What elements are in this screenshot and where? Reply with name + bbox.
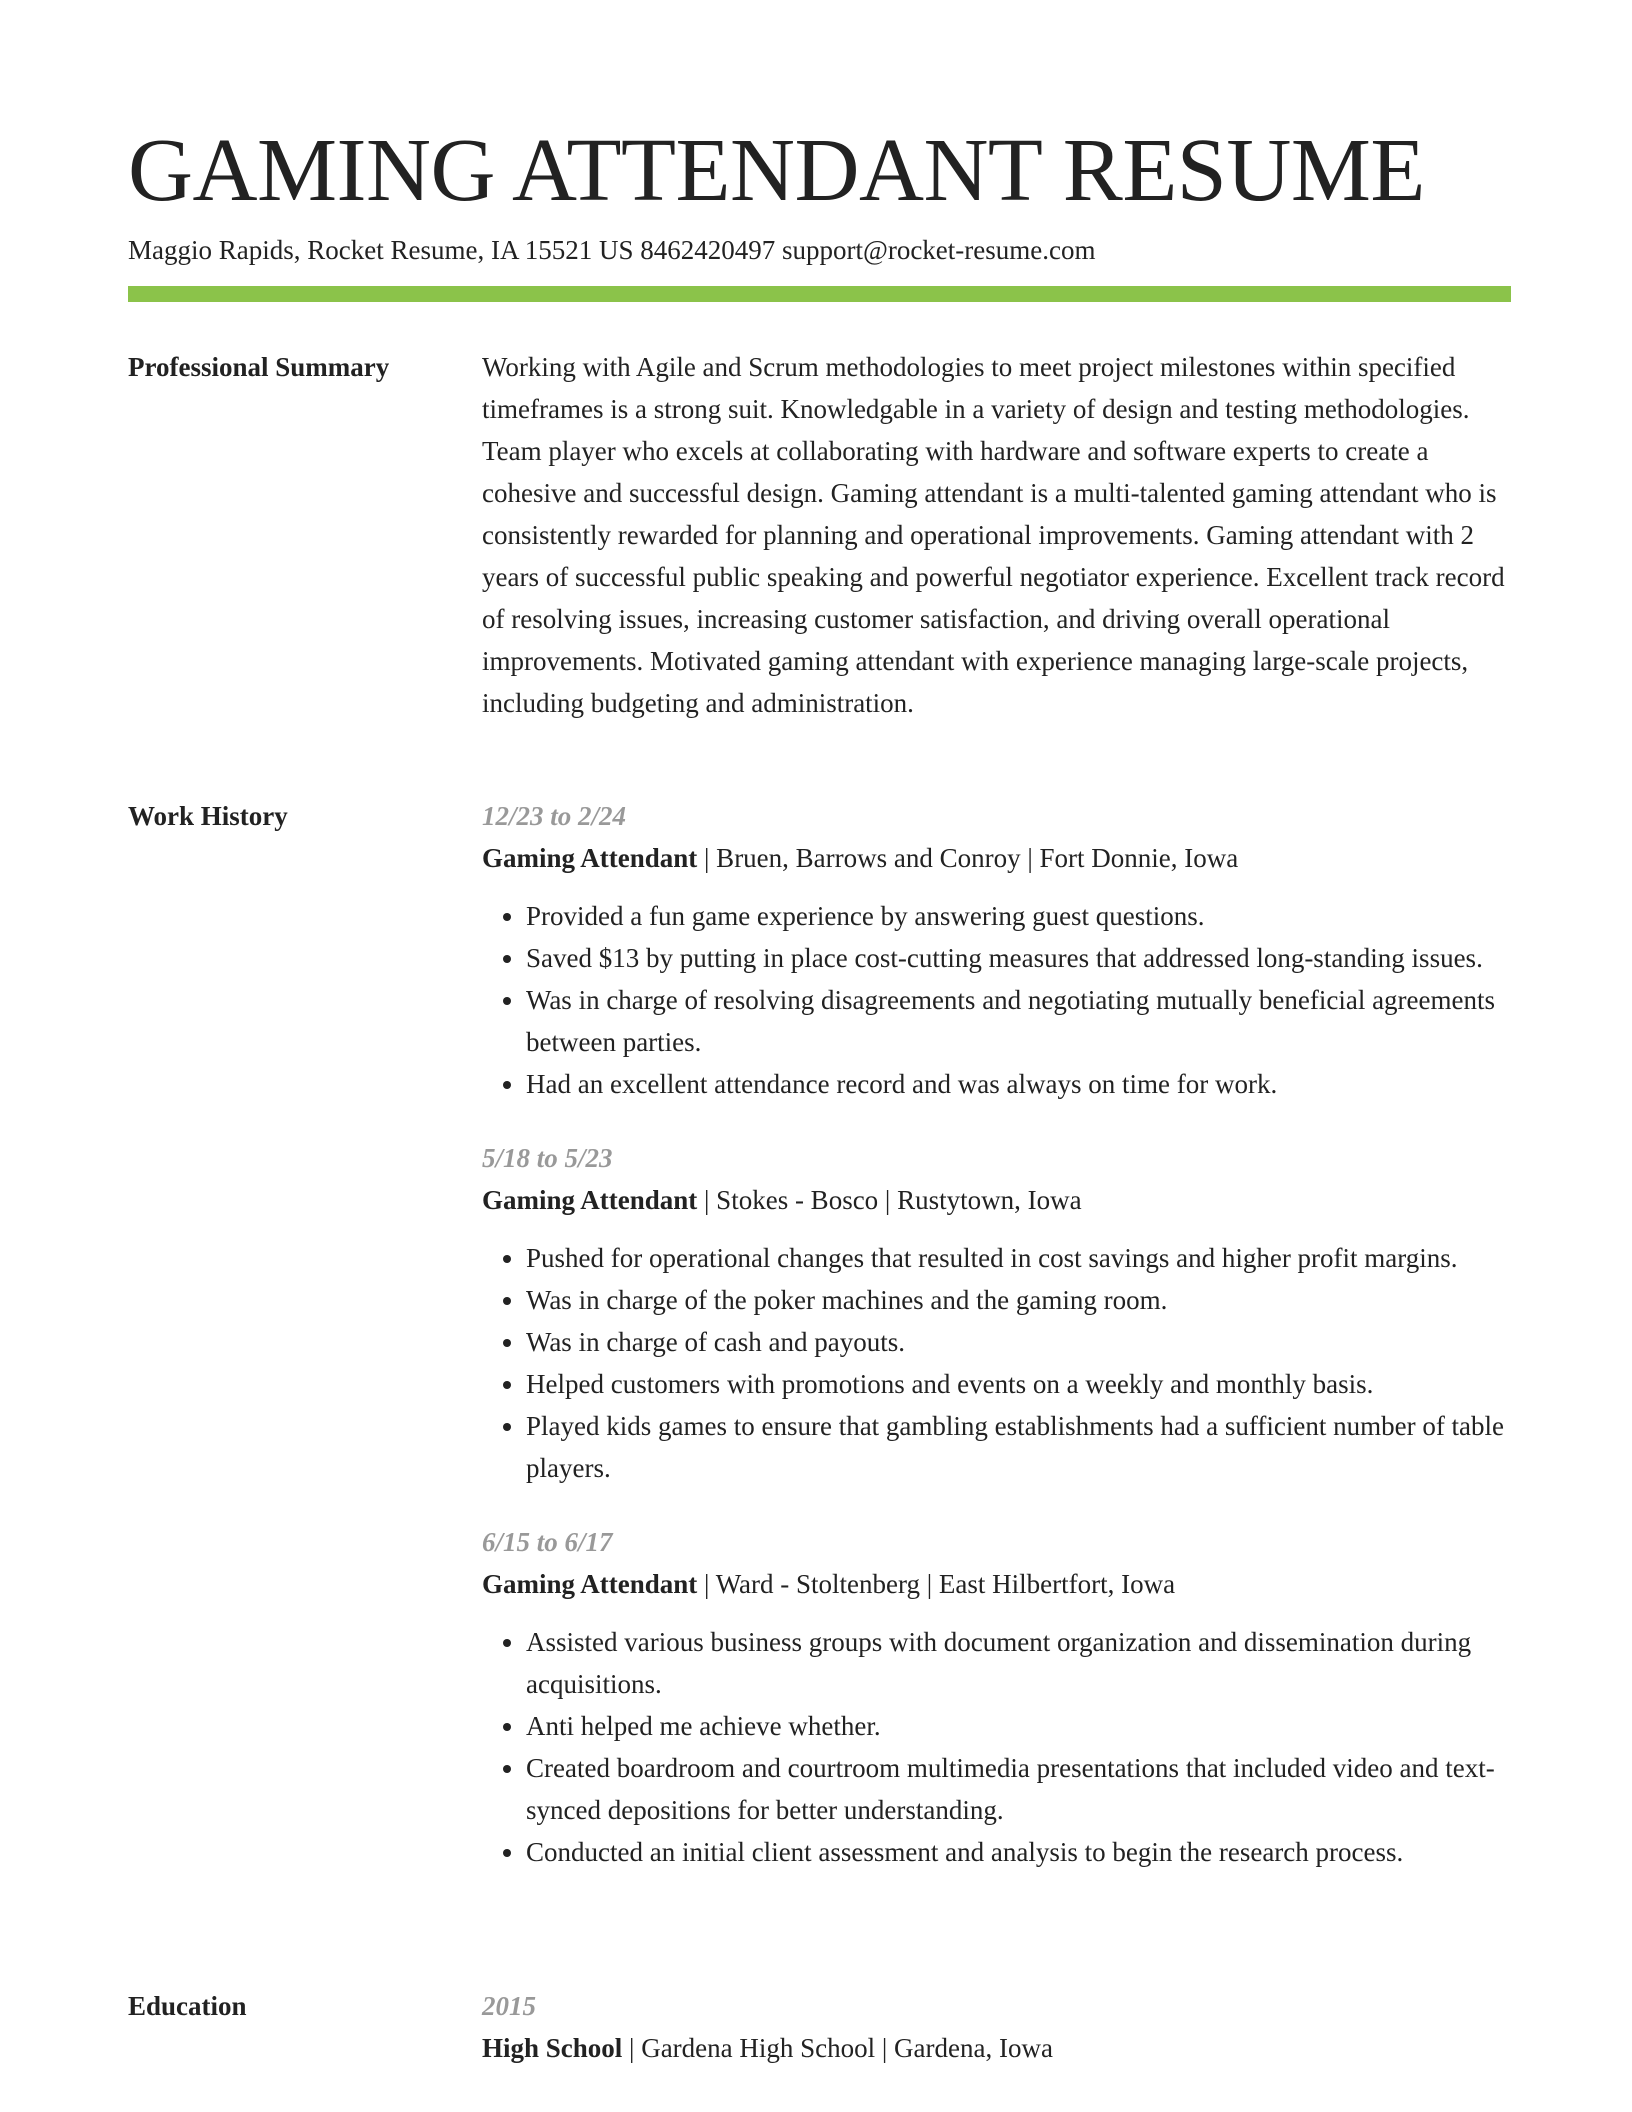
job-role: Gaming Attendant xyxy=(482,1185,698,1215)
work-history-label: Work History xyxy=(128,801,288,831)
header-divider xyxy=(128,286,1511,302)
job-title-line xyxy=(482,1179,1511,1221)
job-bullet: • Played kids games to ensure that gambling establishments had a sufficient number of table players. xyxy=(526,1405,1511,1489)
job-bullets xyxy=(482,1237,1511,1489)
summary-label: Professional Summary xyxy=(128,352,390,382)
job-employer-location: | Ward - Stoltenberg | East Hilbertfort, Iowa xyxy=(697,1569,1176,1599)
job-dates: 5/18 to 5/23 xyxy=(482,1143,613,1173)
job-title-line xyxy=(482,837,1511,879)
job-bullet: • Assisted various business groups with document organization and dissemination during acquisitions. xyxy=(526,1621,1511,1705)
job-entry xyxy=(482,1521,1511,1873)
education-degree: High School xyxy=(482,2033,623,2063)
job-bullet: • Saved $13 by putting in place cost-cutting measures that addressed long-standing issues. xyxy=(526,937,1511,979)
job-dates: 6/15 to 6/17 xyxy=(482,1527,613,1557)
job-role: Gaming Attendant xyxy=(482,1569,698,1599)
job-bullet: • Anti helped me achieve whether. xyxy=(526,1705,1511,1747)
job-bullet: • Had an excellent attendance record and was always on time for work. xyxy=(526,1063,1511,1105)
job-bullet: • Conducted an initial client assessment and analysis to begin the research process. xyxy=(526,1831,1511,1873)
job-title-line xyxy=(482,1563,1511,1605)
education-date: 2015 xyxy=(482,1991,536,2021)
education-school-location: | Gardena High School | Gardena, Iowa xyxy=(622,2033,1053,2063)
job-bullets xyxy=(482,1621,1511,1873)
contact-info: Maggio Rapids, Rocket Resume, IA 15521 US 8462420497 support@rocket-resume.com xyxy=(128,235,1096,265)
education-line xyxy=(482,2027,1511,2069)
job-bullets xyxy=(482,895,1511,1105)
summary-text: Working with Agile and Scrum methodologies to meet project milestones within specified timeframes is a strong suit. Knowledgable in a variety of design and testing methodologies. Team player who excels at collaborating with hardware and software experts to create a cohesive and successful design. Gaming attendant is a multi-talented gaming attendant who is consistently rewarded for planning and operational improvements. Gaming attendant with 2 years of successful public speaking and powerful negotiator experience. Excellent track record of resolving issues, increasing customer satisfaction, and driving overall operational improvements. Motivated gaming attendant with experience managing large-scale projects, including budgeting and administration. xyxy=(482,352,1505,718)
resume-title: GAMING ATTENDANT RESUME xyxy=(128,121,1425,220)
job-role: Gaming Attendant xyxy=(482,843,698,873)
job-bullet: • Provided a fun game experience by answering guest questions. xyxy=(526,895,1511,937)
job-bullet: • Was in charge of cash and payouts. xyxy=(526,1321,1511,1363)
job-employer-location: | Stokes - Bosco | Rustytown, Iowa xyxy=(697,1185,1082,1215)
job-bullet: • Pushed for operational changes that resulted in cost savings and higher profit margins. xyxy=(526,1237,1511,1279)
job-bullet: • Was in charge of resolving disagreements and negotiating mutually beneficial agreements between parties. xyxy=(526,979,1511,1063)
job-bullet: • Was in charge of the poker machines and the gaming room. xyxy=(526,1279,1511,1321)
job-dates: 12/23 to 2/24 xyxy=(482,801,627,831)
job-bullet: • Created boardroom and courtroom multimedia presentations that included video and text-synced depositions for better understanding. xyxy=(526,1747,1511,1831)
education-label: Education xyxy=(128,1991,247,2021)
job-employer-location: | Bruen, Barrows and Conroy | Fort Donnie, Iowa xyxy=(697,843,1239,873)
job-entry xyxy=(482,795,1511,1105)
job-bullet: • Helped customers with promotions and events on a weekly and monthly basis. xyxy=(526,1363,1511,1405)
job-entry xyxy=(482,1137,1511,1489)
